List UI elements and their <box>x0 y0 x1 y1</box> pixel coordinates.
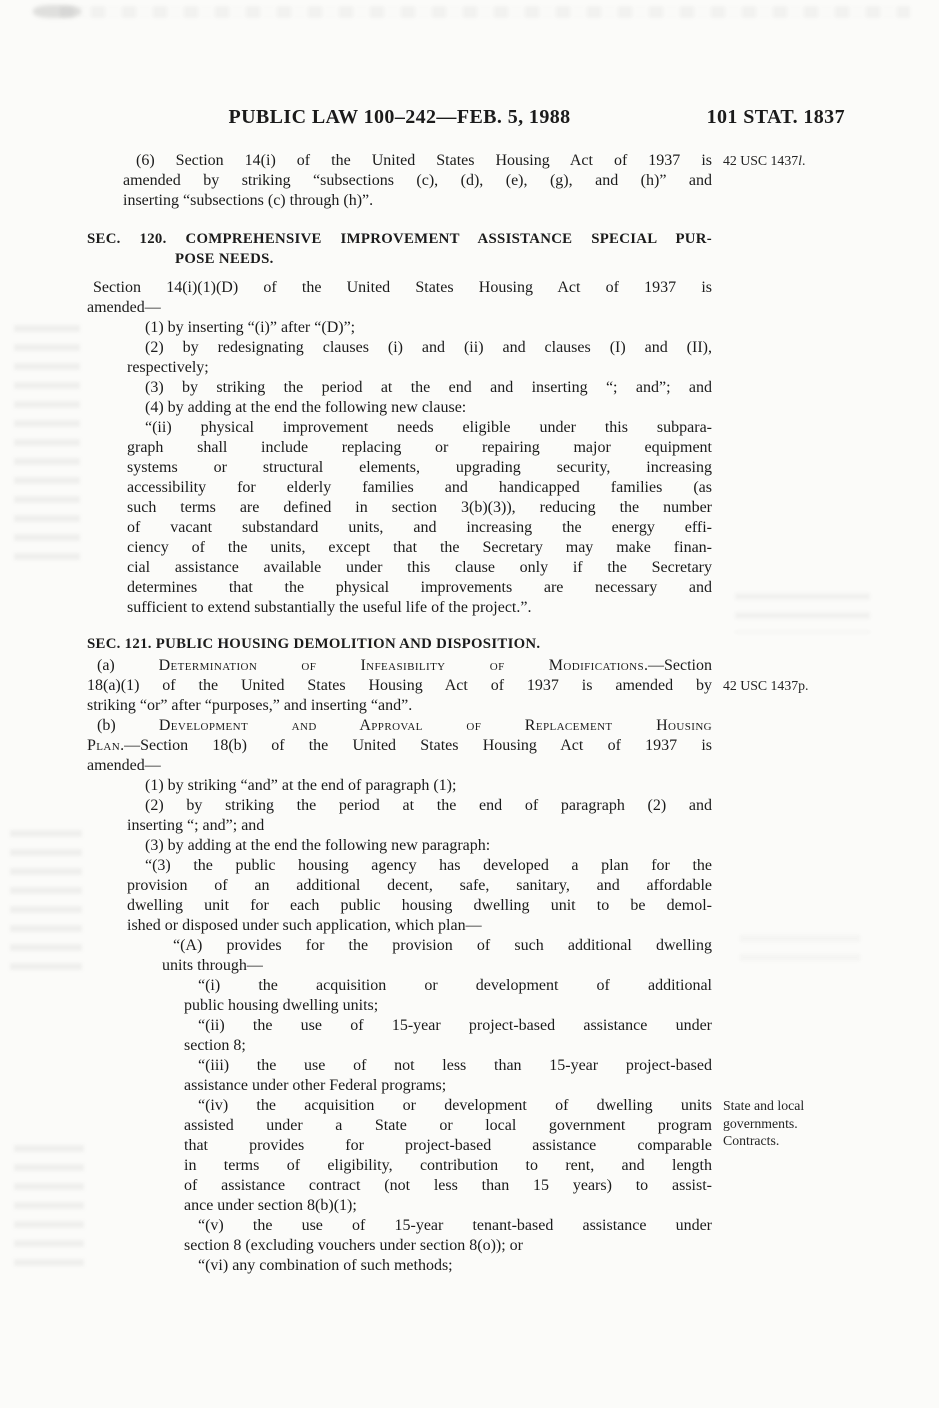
statute-line: ished or disposed under such application, which plan— <box>127 917 482 934</box>
statute-line: (b) Development and Approval of Replacement Housing <box>97 717 713 734</box>
margin-note-line: Contracts. <box>723 1133 780 1148</box>
statute-line: of assistance contract (not less than 15 years) to assist- <box>184 1177 712 1194</box>
statute-line: (1) by inserting “(i)” after “(D)”; <box>145 319 356 336</box>
statute-line: that provides for project-based assistance comparable <box>184 1137 712 1154</box>
statute-line: accessibility for elderly families and handicapped families (as <box>127 479 712 496</box>
margin-note-line: 42 USC 1437p. <box>723 678 809 693</box>
section-heading: SEC. 120. COMPREHENSIVE IMPROVEMENT ASSISTANCE SPECIAL PUR- <box>87 231 712 247</box>
statute-line: “(3) the public housing agency has developed a plan for the <box>145 857 712 874</box>
scan-noise-corner-mark <box>33 5 81 18</box>
statute-line: systems or structural elements, upgrading security, increasing <box>127 459 712 476</box>
statute-line: in terms of eligibility, contribution to rent, and length <box>184 1157 712 1174</box>
statute-line: of vacant substandard units, and increasing the energy effi- <box>127 519 712 536</box>
subject-note <box>723 1097 888 1150</box>
statute-line: inserting “subsections (c) through (h)”. <box>123 192 374 209</box>
statute-line: striking “or” after “purposes,” and inserting “and”. <box>87 697 413 714</box>
statute-line: such terms are defined in section 3(b)(3)), reducing the number <box>127 499 712 516</box>
statute-text-column <box>87 151 712 1276</box>
statute-line: amended— <box>87 757 161 774</box>
statute-line: “(i) the acquisition or development of additional <box>198 977 712 994</box>
statute-line: “(v) the use of 15-year tenant-based assistance under <box>198 1217 712 1234</box>
statute-line: respectively; <box>127 359 209 376</box>
statute-line: assisted under a State or local government program <box>184 1117 712 1134</box>
statute-line: section 8 (excluding vouchers under section 8(o)); or <box>184 1237 524 1254</box>
statute-line: “(ii) the use of 15-year project-based assistance under <box>198 1017 712 1034</box>
statute-line: (a) Determination of Infeasibility of Modifications.—Section <box>97 657 712 674</box>
statute-line: graph shall include replacing or repairing major equipment <box>127 439 712 456</box>
scan-noise-top-strip <box>60 6 910 18</box>
margin-note-line: 42 USC 1437l. <box>723 153 806 168</box>
statute-line: amended— <box>87 299 161 316</box>
page-header-stat: 101 STAT. 1837 <box>706 106 845 128</box>
statute-line: “(A) provides for the provision of such additional dwelling <box>173 937 712 954</box>
page-header-law: PUBLIC LAW 100–242—FEB. 5, 1988 <box>228 106 571 128</box>
statute-line: ance under section 8(b)(1); <box>184 1197 357 1214</box>
margin-note-line: State and local <box>723 1098 805 1113</box>
statute-line: determines that the physical improvements are necessary and <box>127 579 712 596</box>
margin-note-line: governments. <box>723 1115 798 1131</box>
statute-line: “(vi) any combination of such methods; <box>198 1257 453 1274</box>
statute-line: (6) Section 14(i) of the United States Housing Act of 1937 is <box>136 152 712 169</box>
bleedthrough-left-1 <box>14 325 80 570</box>
statute-line: public housing dwelling units; <box>184 997 379 1014</box>
bleedthrough-right-1 <box>735 593 870 633</box>
statute-line: Plan.—Section 18(b) of the United States Housing Act of 1937 is <box>87 737 712 754</box>
statute-line: (3) by striking the period at the end and inserting “; and”; and <box>145 379 712 396</box>
statute-line: (2) by redesignating clauses (i) and (ii) and clauses (I) and (II), <box>145 339 712 356</box>
statute-line: “(iv) the acquisition or development of dwelling units <box>198 1097 712 1114</box>
statute-line: sufficient to extend substantially the useful life of the project.”. <box>127 599 532 616</box>
statute-line: assistance under other Federal programs; <box>184 1077 447 1094</box>
bleedthrough-right-2 <box>740 935 860 961</box>
statute-line: inserting “; and”; and <box>127 817 265 834</box>
statute-line: dwelling unit for each public housing dwelling unit to be demol- <box>127 897 712 914</box>
usc-reference-note <box>723 677 888 695</box>
statute-line: ciency of the units, except that the Secretary may make finan- <box>127 539 712 556</box>
section-heading: SEC. 121. PUBLIC HOUSING DEMOLITION AND DISPOSITION. <box>87 636 541 652</box>
statute-line: cial assistance available under this clause only if the Secretary <box>127 559 712 576</box>
statute-line: (3) by adding at the end the following new paragraph: <box>145 837 491 854</box>
usc-reference-note <box>723 152 888 170</box>
statute-line: section 8; <box>184 1037 246 1054</box>
statute-line: units through— <box>162 957 263 974</box>
statute-line: (1) by striking “and” at the end of paragraph (1); <box>145 777 457 794</box>
statute-line: (2) by striking the period at the end of paragraph (2) and <box>145 797 712 814</box>
statute-line: amended by striking “subsections (c), (d), (e), (g), and (h)” and <box>123 172 712 189</box>
statute-line: (4) by adding at the end the following new clause: <box>145 399 467 416</box>
statute-line: “(ii) physical improvement needs eligible under this subpara- <box>145 419 712 436</box>
section-heading: POSE NEEDS. <box>175 251 274 267</box>
statute-line: “(iii) the use of not less than 15-year project-based <box>198 1057 712 1074</box>
bleedthrough-left-3 <box>14 1145 84 1275</box>
statute-line: provision of an additional decent, safe, sanitary, and affordable <box>127 877 712 894</box>
statute-line: Section 14(i)(1)(D) of the United States Housing Act of 1937 is <box>93 279 712 296</box>
statute-line: 18(a)(1) of the United States Housing Act of 1937 is amended by <box>87 677 712 694</box>
bleedthrough-left-2 <box>10 830 82 980</box>
